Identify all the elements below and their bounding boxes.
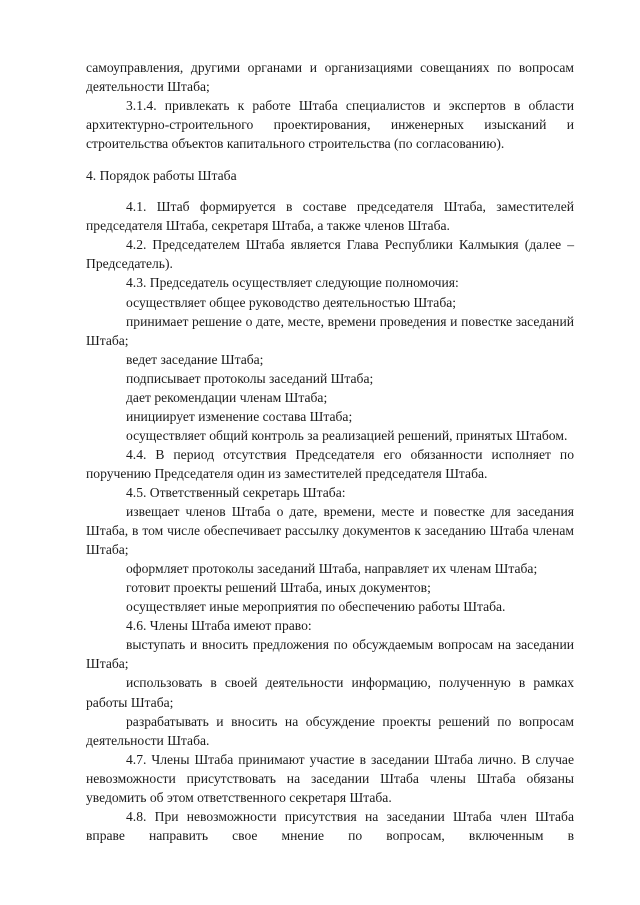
- section-4-heading: 4. Порядок работы Штаба: [86, 168, 237, 184]
- list-item: разрабатывать и вносить на обсуждение проекты решений по вопросам деятельности Штаба.: [86, 713, 574, 748]
- list-item: оформляет протоколы заседаний Штаба, направляет их членам Штаба;: [126, 561, 538, 577]
- paragraph-4-7: 4.7. Члены Штаба принимают участие в заседании Штаба лично. В случае невозможности присутствовать на заседании Штаба члены Штаба обязаны уведомить об этом ответственного секретаря Штаба.: [86, 751, 574, 805]
- paragraph-4-3: 4.3. Председатель осуществляет следующие полномочия:: [126, 275, 459, 291]
- paragraph-4-5: 4.5. Ответственный секретарь Штаба:: [126, 484, 346, 500]
- paragraph-4-6: 4.6. Члены Штаба имеют право:: [126, 618, 312, 634]
- list-item: использовать в своей деятельности информацию, полученную в рамках работы Штаба;: [86, 675, 574, 710]
- list-item: дает рекомендации членам Штаба;: [126, 389, 328, 405]
- list-item: принимает решение о дате, месте, времени проведения и повестке заседаний Штаба;: [86, 313, 574, 348]
- list-item: выступать и вносить предложения по обсуждаемым вопросам на заседании Штаба;: [86, 637, 574, 672]
- list-item: инициирует изменение состава Штаба;: [126, 408, 353, 424]
- paragraph-3-1-4: 3.1.4. привлекать к работе Штаба специалистов и экспертов в области архитектурно-строительного проектирования, инженерных изысканий и строительства объектов капитального строительства (по согласованию).: [86, 98, 574, 152]
- document-page: [86, 58, 574, 845]
- paragraph-4-1: 4.1. Штаб формируется в составе председателя Штаба, заместителей председателя Штаба, секретаря Штаба, а также членов Штаба.: [86, 199, 574, 234]
- list-item: готовит проекты решений Штаба, иных документов;: [126, 580, 431, 596]
- list-item: осуществляет общий контроль за реализацией решений, принятых Штабом.: [126, 427, 568, 443]
- list-item: осуществляет общее руководство деятельностью Штаба;: [126, 294, 457, 310]
- paragraph-4-4: 4.4. В период отсутствия Председателя его обязанности исполняет по поручению Председателя один из заместителей председателя Штаба.: [86, 446, 574, 481]
- list-item: подписывает протоколы заседаний Штаба;: [126, 370, 374, 386]
- list-item: осуществляет иные мероприятия по обеспечению работы Штаба.: [126, 599, 506, 615]
- paragraph-4-8: 4.8. При невозможности присутствия на заседании Штаба член Штаба вправе направить свое мнение по вопросам, включенным в: [86, 808, 574, 843]
- paragraph-3-1-3-tail: самоуправления, другими органами и организациями совещаниях по вопросам деятельности Штаба;: [86, 60, 574, 95]
- list-item: извещает членов Штаба о дате, времени, месте и повестке для заседания Штаба, в том числе обеспечивает рассылку документов к заседанию Штаба членам Штаба;: [86, 504, 574, 558]
- list-item: ведет заседание Штаба;: [126, 351, 264, 367]
- paragraph-4-2: 4.2. Председателем Штаба является Глава Республики Калмыкия (далее – Председатель).: [86, 237, 574, 272]
